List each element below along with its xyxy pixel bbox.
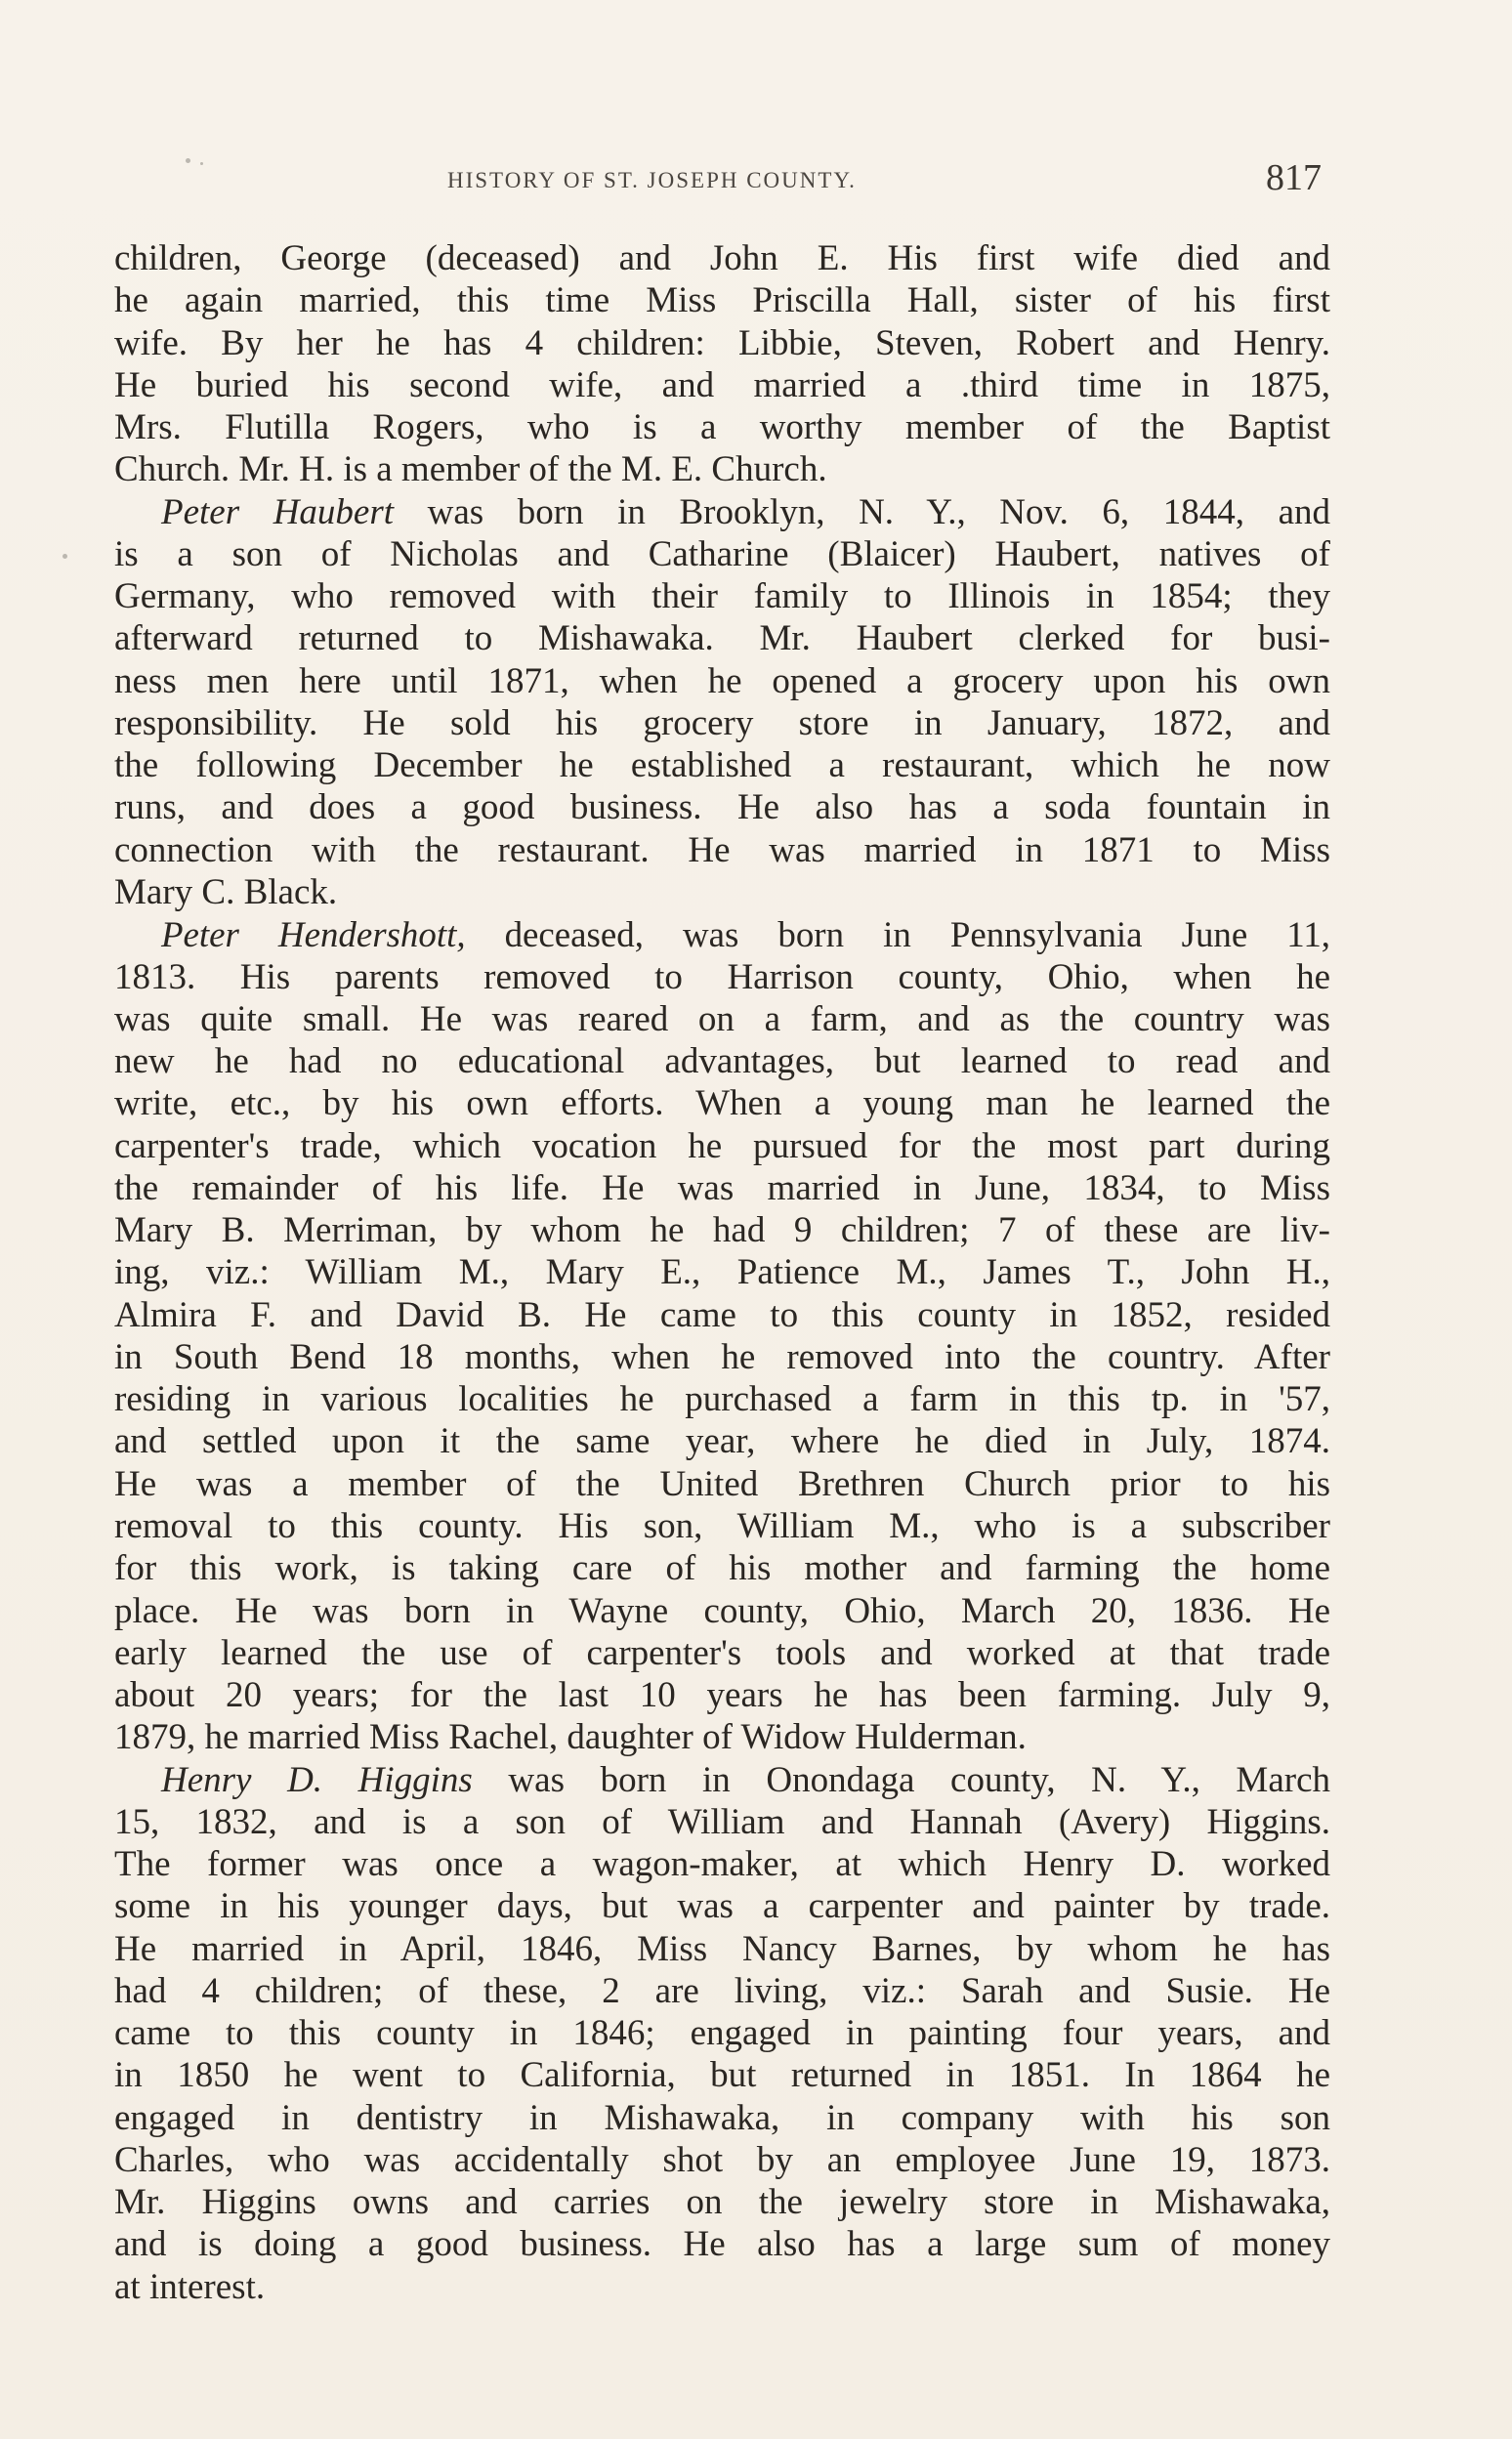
line-text: He married in April, 1846, Miss Nancy Barnes, by whom he has — [114, 1928, 1330, 1969]
text-line — [114, 1209, 1330, 1251]
line-text: had 4 children; of these, 2 are living, viz.: Sarah and Susie. He — [114, 1970, 1330, 2011]
line-text: Mary B. Merriman, by whom he had 9 children; 7 of these are liv- — [114, 1210, 1330, 1251]
text-line — [114, 575, 1330, 617]
text-line — [114, 2266, 1330, 2308]
line-text: ness men here until 1871, when he opened a grocery upon his own — [114, 660, 1330, 701]
text-line — [114, 1125, 1330, 1167]
text-line — [114, 1336, 1330, 1378]
text-line — [114, 1420, 1330, 1462]
line-text: The former was once a wagon-maker, at which Henry D. worked — [114, 1844, 1330, 1885]
text-line — [114, 322, 1330, 364]
line-text: new he had no educational advantages, but learned to read and — [114, 1041, 1330, 1082]
biography-subject-name: Henry D. Higgins — [161, 1759, 473, 1800]
text-line — [114, 1590, 1330, 1632]
text-line — [114, 491, 1330, 533]
line-text: is a son of Nicholas and Catharine (Blaicer) Haubert, natives of — [114, 533, 1330, 574]
text-line — [114, 956, 1330, 998]
line-text: responsibility. He sold his grocery store in January, 1872, and — [114, 702, 1330, 743]
text-line — [114, 1082, 1330, 1124]
line-text: Germany, who removed with their family to Illinois in 1854; they — [114, 576, 1330, 617]
line-text: for this work, is taking care of his mother and farming the home — [114, 1548, 1330, 1589]
line-text: early learned the use of carpenter's tools and worked at that trade — [114, 1632, 1330, 1673]
text-line — [114, 1251, 1330, 1293]
line-text: the following December he established a restaurant, which he now — [114, 745, 1330, 786]
print-speck — [200, 162, 203, 165]
line-text: afterward returned to Mishawaka. Mr. Haubert clerked for busi- — [114, 618, 1330, 659]
line-text: He buried his second wife, and married a .third time in 1875, — [114, 364, 1330, 405]
line-text: Charles, who was accidentally shot by an employee June 19, 1873. — [114, 2139, 1330, 2180]
text-line — [114, 660, 1330, 702]
line-text: at interest. — [114, 2266, 266, 2307]
line-text: and is doing a good business. He also has a large sum of money — [114, 2224, 1330, 2265]
line-text: runs, and does a good business. He also has a soda fountain in — [114, 787, 1330, 828]
line-text: engaged in dentistry in Mishawaka, in company with his son — [114, 2097, 1330, 2138]
text-line — [114, 1801, 1330, 1843]
text-line — [114, 871, 1330, 913]
line-text: was born in Brooklyn, N. Y., Nov. 6, 1844, and — [394, 491, 1330, 532]
print-speck — [186, 158, 190, 163]
line-text: was quite small. He was reared on a farm, and as the country was — [114, 998, 1330, 1039]
print-speck — [63, 554, 67, 559]
text-line — [114, 1167, 1330, 1209]
line-text: came to this county in 1846; engaged in painting four years, and — [114, 2013, 1330, 2054]
text-line — [114, 1674, 1330, 1716]
line-text: in South Bend 18 months, when he removed into the country. After — [114, 1336, 1330, 1377]
page-number: 817 — [1266, 157, 1322, 198]
text-line — [114, 1843, 1330, 1885]
text-line — [114, 1547, 1330, 1589]
line-text: Mr. Higgins owns and carries on the jewelry store in Mishawaka, — [114, 2182, 1330, 2223]
line-text: Mrs. Flutilla Rogers, who is a worthy member of the Baptist — [114, 407, 1330, 448]
text-line — [114, 1040, 1330, 1082]
text-line — [114, 2012, 1330, 2054]
text-line — [114, 829, 1330, 871]
line-text: Mary C. Black. — [114, 871, 338, 912]
line-text: deceased, was born in Pennsylvania June 11, — [465, 914, 1330, 955]
line-text: Church. Mr. H. is a member of the M. E. Church. — [114, 449, 827, 490]
line-text: 15, 1832, and is a son of William and Hannah (Avery) Higgins. — [114, 1801, 1330, 1842]
text-line — [114, 1463, 1330, 1505]
text-line — [114, 1885, 1330, 1927]
running-title: HISTORY OF ST. JOSEPH COUNTY. — [447, 168, 857, 192]
text-line — [114, 2097, 1330, 2139]
line-text: connection with the restaurant. He was married in 1871 to Miss — [114, 829, 1330, 870]
text-line — [114, 1378, 1330, 1420]
line-text: place. He was born in Wayne county, Ohio, March 20, 1836. He — [114, 1590, 1330, 1631]
line-text: some in his younger days, but was a carpenter and painter by trade. — [114, 1886, 1330, 1927]
text-line — [114, 406, 1330, 448]
text-line — [114, 786, 1330, 828]
line-text: 1879, he married Miss Rachel, daughter of Widow Hulderman. — [114, 1717, 1027, 1758]
text-line — [114, 279, 1330, 321]
line-text: write, etc., by his own efforts. When a young man he learned the — [114, 1083, 1330, 1124]
text-line — [114, 364, 1330, 406]
line-text: in 1850 he went to California, but returned in 1851. In 1864 he — [114, 2055, 1330, 2096]
line-text: carpenter's trade, which vocation he pursued for the most part during — [114, 1125, 1330, 1166]
text-line — [114, 1716, 1330, 1758]
text-line — [114, 533, 1330, 575]
text-line — [114, 448, 1330, 490]
line-text: was born in Onondaga county, N. Y., March — [472, 1759, 1330, 1800]
line-text: he again married, this time Miss Priscilla Hall, sister of his first — [114, 280, 1330, 321]
biography-subject-name: Peter Hendershott, — [161, 914, 466, 955]
text-line — [114, 998, 1330, 1040]
text-line — [114, 237, 1330, 279]
line-text: removal to this county. His son, William M., who is a subscriber — [114, 1505, 1330, 1546]
line-text: Almira F. and David B. He came to this county in 1852, resided — [114, 1294, 1330, 1335]
text-line — [114, 1759, 1330, 1801]
line-text: about 20 years; for the last 10 years he has been farming. July 9, — [114, 1675, 1330, 1716]
line-text: and settled upon it the same year, where he died in July, 1874. — [114, 1421, 1330, 1462]
text-line — [114, 2139, 1330, 2181]
body-text — [114, 237, 1330, 2308]
line-text: children, George (deceased) and John E. His first wife died and — [114, 238, 1330, 278]
text-line — [114, 2181, 1330, 2223]
line-text: 1813. His parents removed to Harrison county, Ohio, when he — [114, 956, 1330, 997]
line-text: wife. By her he has 4 children: Libbie, Steven, Robert and Henry. — [114, 322, 1330, 363]
text-line — [114, 913, 1330, 955]
biography-subject-name: Peter Haubert — [161, 491, 395, 532]
line-text: He was a member of the United Brethren Church prior to his — [114, 1463, 1330, 1504]
text-line — [114, 702, 1330, 744]
text-line — [114, 617, 1330, 659]
text-line — [114, 1294, 1330, 1336]
text-line — [114, 1970, 1330, 2012]
line-text: residing in various localities he purchased a farm in this tp. in '57, — [114, 1379, 1330, 1420]
text-line — [114, 1928, 1330, 1970]
text-line — [114, 1632, 1330, 1674]
text-line — [114, 2054, 1330, 2096]
text-line — [114, 744, 1330, 786]
line-text: ing, viz.: William M., Mary E., Patience M., James T., John H., — [114, 1252, 1330, 1293]
text-line — [114, 2223, 1330, 2265]
line-text: the remainder of his life. He was married in June, 1834, to Miss — [114, 1167, 1330, 1208]
text-line — [114, 1505, 1330, 1547]
